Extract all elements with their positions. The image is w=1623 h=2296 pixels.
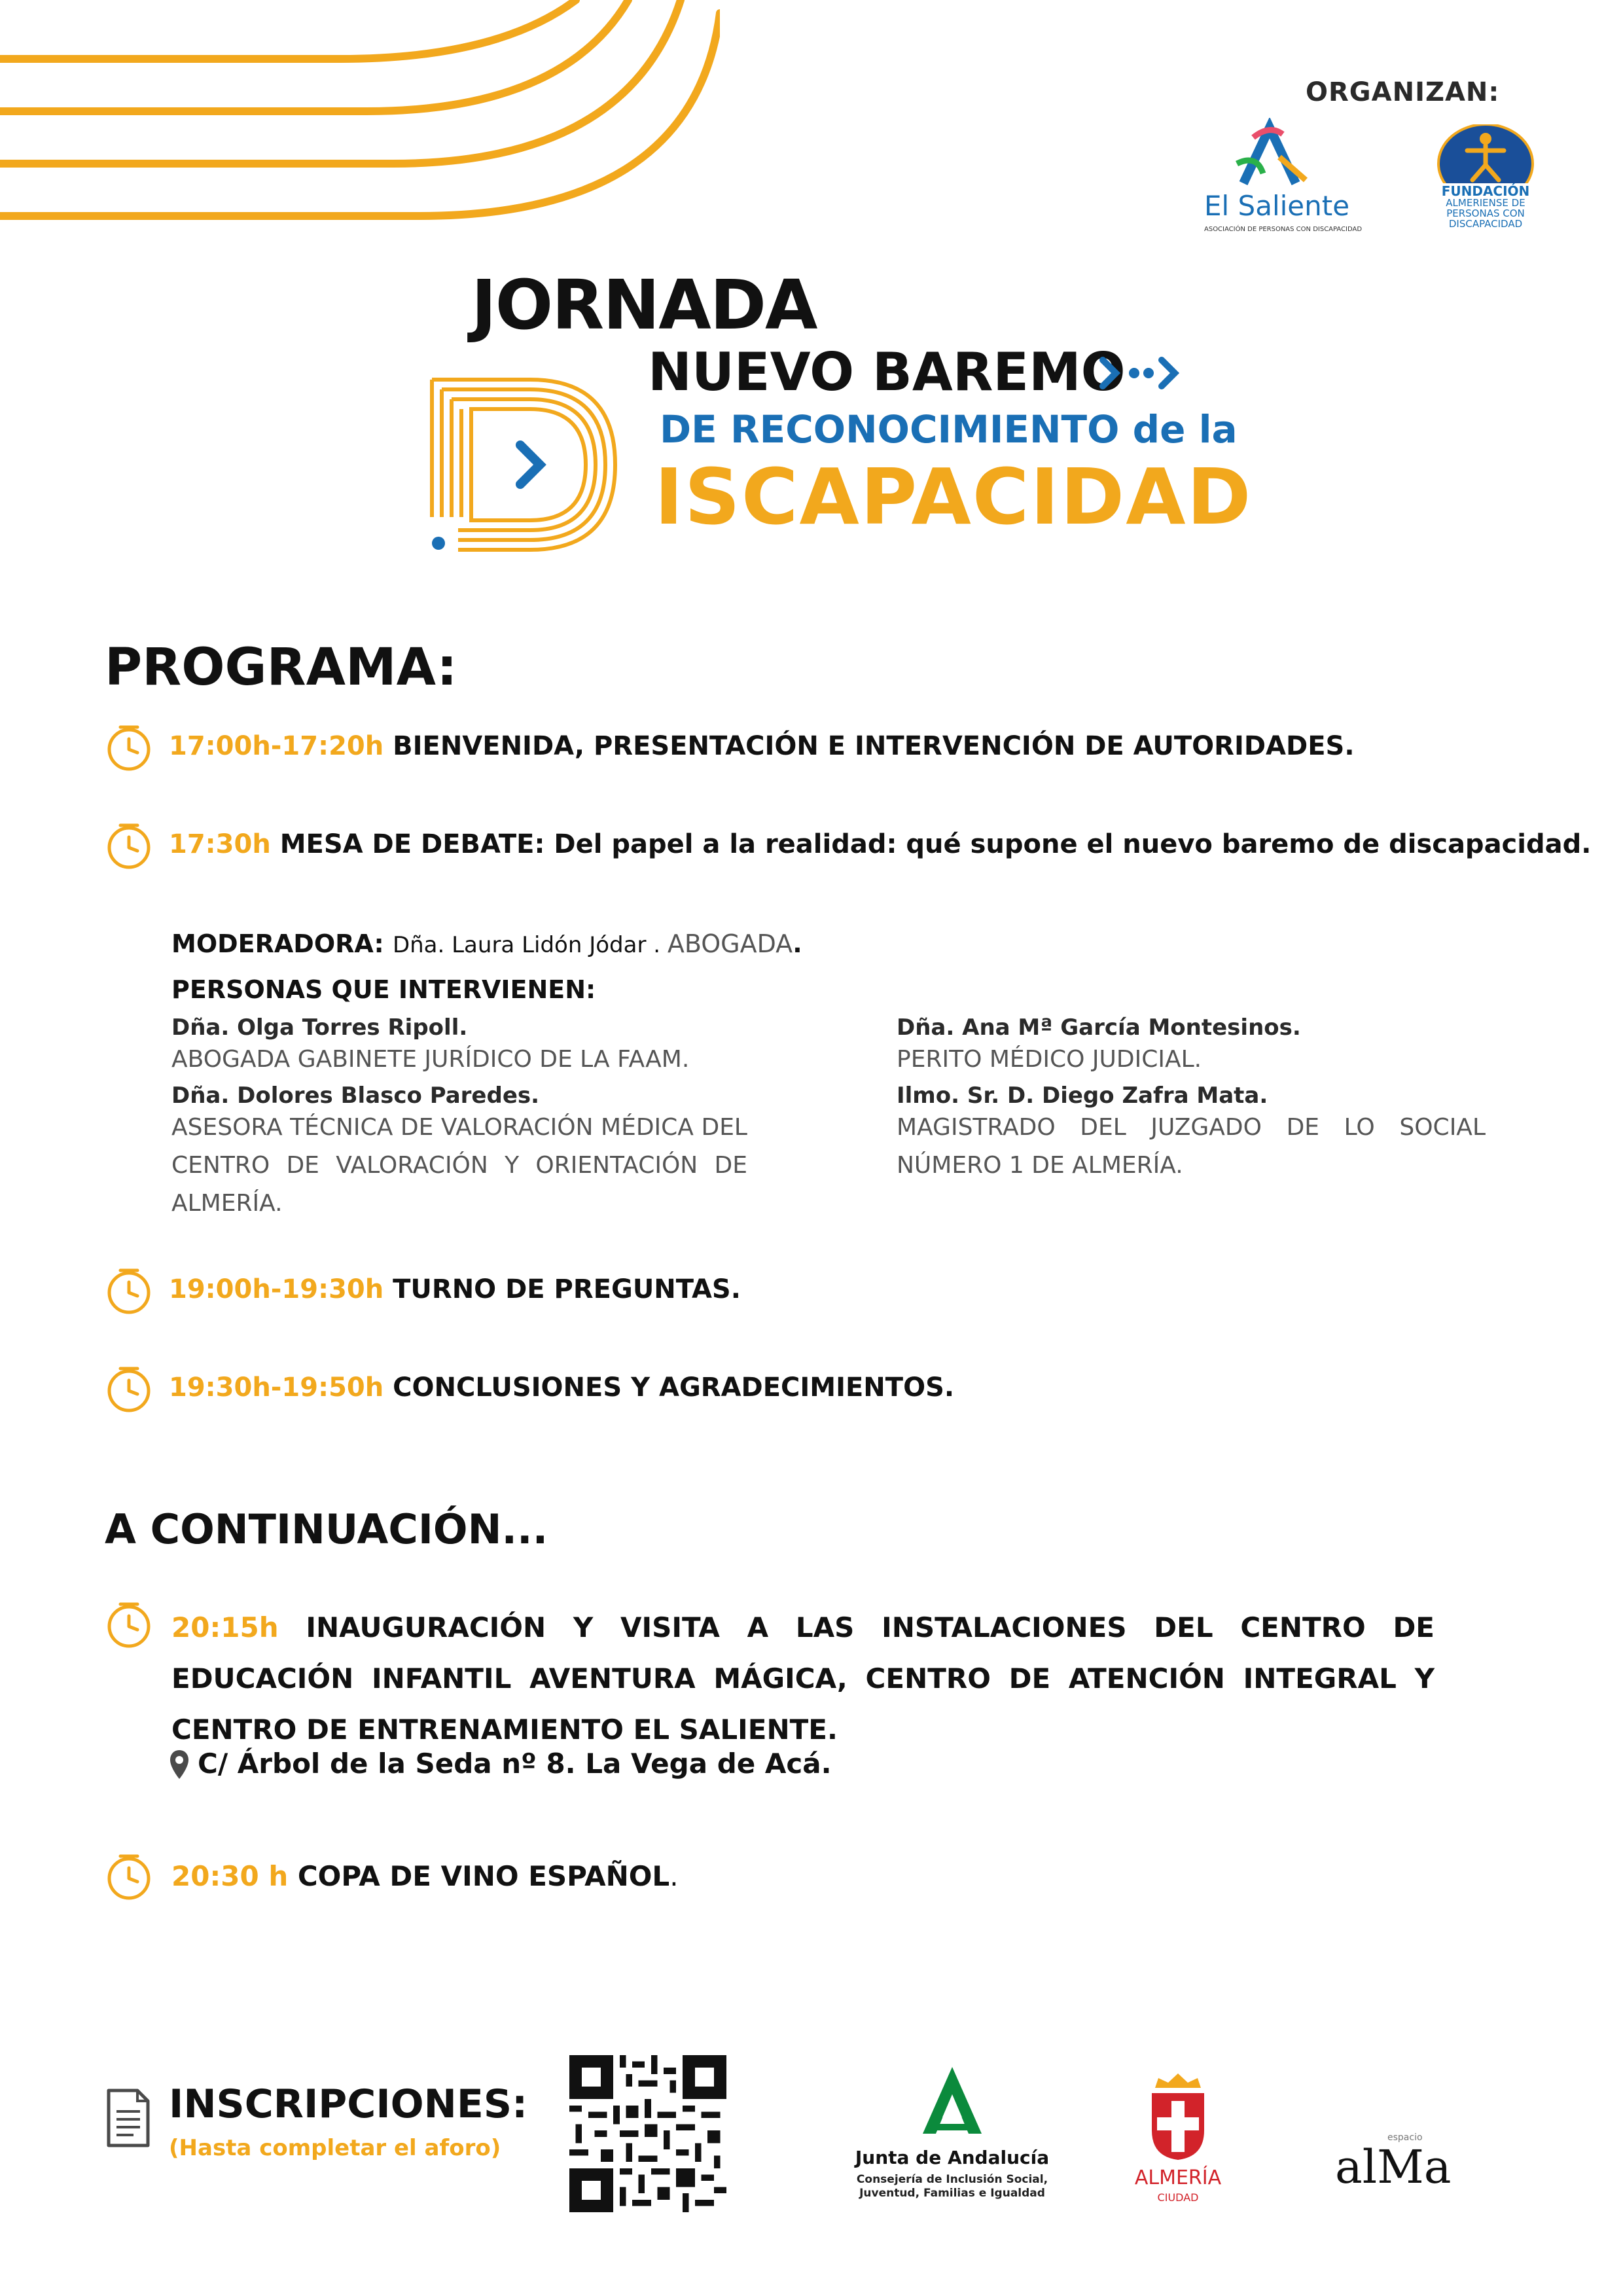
title-nuevo-baremo: NUEVO BAREMO xyxy=(648,342,1126,403)
program-item-text xyxy=(169,829,1591,859)
moderadora-end: . xyxy=(793,929,802,958)
program-item-time: 20:30 h xyxy=(171,1860,289,1892)
orange-swoosh-decoration xyxy=(0,0,720,249)
clock-icon xyxy=(105,1365,153,1413)
moderadora-line xyxy=(171,929,802,958)
moderadora-name: Dña. Laura Lidón Jódar . xyxy=(392,932,668,958)
program-item-desc: TURNO DE PREGUNTAS. xyxy=(383,1274,741,1304)
el-saliente-logo xyxy=(1198,118,1374,242)
location-pin-icon xyxy=(169,1749,190,1782)
inauguration-time: 20:15h xyxy=(171,1611,279,1643)
clock-icon xyxy=(105,821,153,870)
el-saliente-name: El Saliente xyxy=(1204,190,1350,222)
fundacion-subtitle xyxy=(1427,198,1544,229)
speaker-name: Dña. Olga Torres Ripoll. xyxy=(171,1014,468,1041)
speaker-name: Ilmo. Sr. D. Diego Zafra Mata. xyxy=(897,1083,1268,1109)
junta-name: Junta de Andalucía xyxy=(855,2147,1050,2168)
moderadora-label: MODERADORA: xyxy=(171,929,393,958)
fundacion-logo xyxy=(1427,124,1544,236)
junta-department-line: Consejería de Inclusión Social, xyxy=(856,2173,1048,2186)
continuacion-heading: A CONTINUACIÓN... xyxy=(105,1505,548,1553)
junta-department xyxy=(844,2173,1060,2200)
big-d-letter xyxy=(419,367,654,563)
program-item-text xyxy=(169,1372,954,1403)
speaker-name: Dña. Ana Mª García Montesinos. xyxy=(897,1014,1301,1041)
title-jornada: JORNADA xyxy=(471,265,817,345)
clock-icon xyxy=(105,1600,153,1649)
almeria-logo xyxy=(1126,2068,1230,2206)
speakers-right-column xyxy=(897,1014,1486,1189)
fundacion-subtitle-line: PERSONAS CON xyxy=(1446,207,1525,219)
program-item-time: 17:30h xyxy=(169,829,271,859)
program-item-desc: BIENVENIDA, PRESENTACIÓN E INTERVENCIÓN DE AUTORIDADES. xyxy=(383,731,1355,761)
junta-andalucia-icon xyxy=(844,2062,1060,2144)
personas-heading: PERSONAS QUE INTERVIENEN: xyxy=(171,975,596,1004)
almeria-coat-of-arms-icon xyxy=(1126,2068,1230,2163)
fundacion-subtitle-line: DISCAPACIDAD xyxy=(1448,218,1523,230)
junta-andalucia-logo xyxy=(844,2062,1060,2212)
speaker xyxy=(897,1014,1486,1079)
title-de-reconocimiento: DE RECONOCIMIENTO de la xyxy=(660,407,1238,452)
clock-icon xyxy=(105,1266,153,1315)
inauguration-text xyxy=(171,1602,1435,1755)
speaker xyxy=(171,1014,747,1079)
almeria-subtitle: CIUDAD xyxy=(1157,2191,1199,2204)
alma-subtitle: espacio xyxy=(1387,2132,1423,2143)
program-item-text xyxy=(171,1860,679,1892)
speakers-left-column xyxy=(171,1014,747,1227)
fundacion-subtitle-line: ALMERIENSE DE xyxy=(1446,197,1525,209)
program-item-desc: MESA DE DEBATE: Del papel a la realidad: qué supone el nuevo baremo de discapacidad. xyxy=(270,829,1592,859)
address: C/ Árbol de la Seda nº 8. La Vega de Acá. xyxy=(198,1748,832,1780)
inauguration-desc: INAUGURACIÓN Y VISITA A LAS INSTALACIONES DEL CENTRO DE EDUCACIÓN INFANTIL AVENTURA MÁGICA, CENTRO DE ATENCIÓN INTEGRAL Y CENTRO DE ENTRENAMIENTO EL SALIENTE. xyxy=(171,1611,1435,1746)
title-iscapacidad: ISCAPACIDAD xyxy=(654,452,1253,542)
speaker-name: Dña. Dolores Blasco Paredes. xyxy=(171,1083,540,1109)
document-icon xyxy=(105,2088,152,2148)
moderadora-role: ABOGADA xyxy=(667,929,793,958)
program-item-time: 19:00h-19:30h xyxy=(169,1274,384,1304)
organizan-label: ORGANIZAN: xyxy=(1306,77,1500,107)
speaker-role: ABOGADA GABINETE JURÍDICO DE LA FAAM. xyxy=(171,1046,690,1073)
programa-heading: PROGRAMA: xyxy=(105,638,457,697)
junta-department-line: Juventud, Familias e Igualdad xyxy=(859,2187,1045,2200)
qr-code[interactable] xyxy=(569,2055,726,2212)
alma-name: alMa xyxy=(1335,2140,1452,2194)
program-item-text xyxy=(169,731,1355,761)
program-item-time: 17:00h-17:20h xyxy=(169,731,384,761)
program-item-text xyxy=(169,1274,741,1304)
inscripciones-subtitle: (Hasta completar el aforo) xyxy=(169,2135,501,2161)
clock-icon xyxy=(105,1852,153,1901)
inscripciones-title: INSCRIPCIONES: xyxy=(169,2081,528,2127)
program-item-desc: COPA DE VINO ESPAÑOL xyxy=(288,1860,670,1892)
almeria-name: ALMERÍA xyxy=(1134,2166,1222,2189)
program-item-desc: CONCLUSIONES Y AGRADECIMIENTOS. xyxy=(383,1372,955,1403)
el-saliente-subtitle: ASOCIACIÓN DE PERSONAS CON DISCAPACIDAD xyxy=(1204,226,1363,233)
speaker-role: PERITO MÉDICO JUDICIAL. xyxy=(897,1046,1202,1073)
espacio-alma-logo xyxy=(1329,2121,1486,2199)
double-chevron-icon xyxy=(1096,350,1181,396)
fundacion-name: FUNDACIÓN xyxy=(1441,183,1530,199)
speaker-role: MAGISTRADO DEL JUZGADO DE LO SOCIAL NÚMERO 1 DE ALMERÍA. xyxy=(897,1114,1486,1179)
el-saliente-logo-icon xyxy=(1198,118,1374,190)
speaker xyxy=(897,1083,1486,1185)
speaker xyxy=(171,1083,747,1223)
fundacion-logo-icon xyxy=(1427,124,1544,183)
program-item-end: . xyxy=(669,1860,679,1892)
speaker-role: ASESORA TÉCNICA DE VALORACIÓN MÉDICA DEL CENTRO DE VALORACIÓN Y ORIENTACIÓN DE ALMERÍA. xyxy=(171,1114,747,1217)
clock-icon xyxy=(105,723,153,772)
program-item-time: 19:30h-19:50h xyxy=(169,1372,384,1403)
